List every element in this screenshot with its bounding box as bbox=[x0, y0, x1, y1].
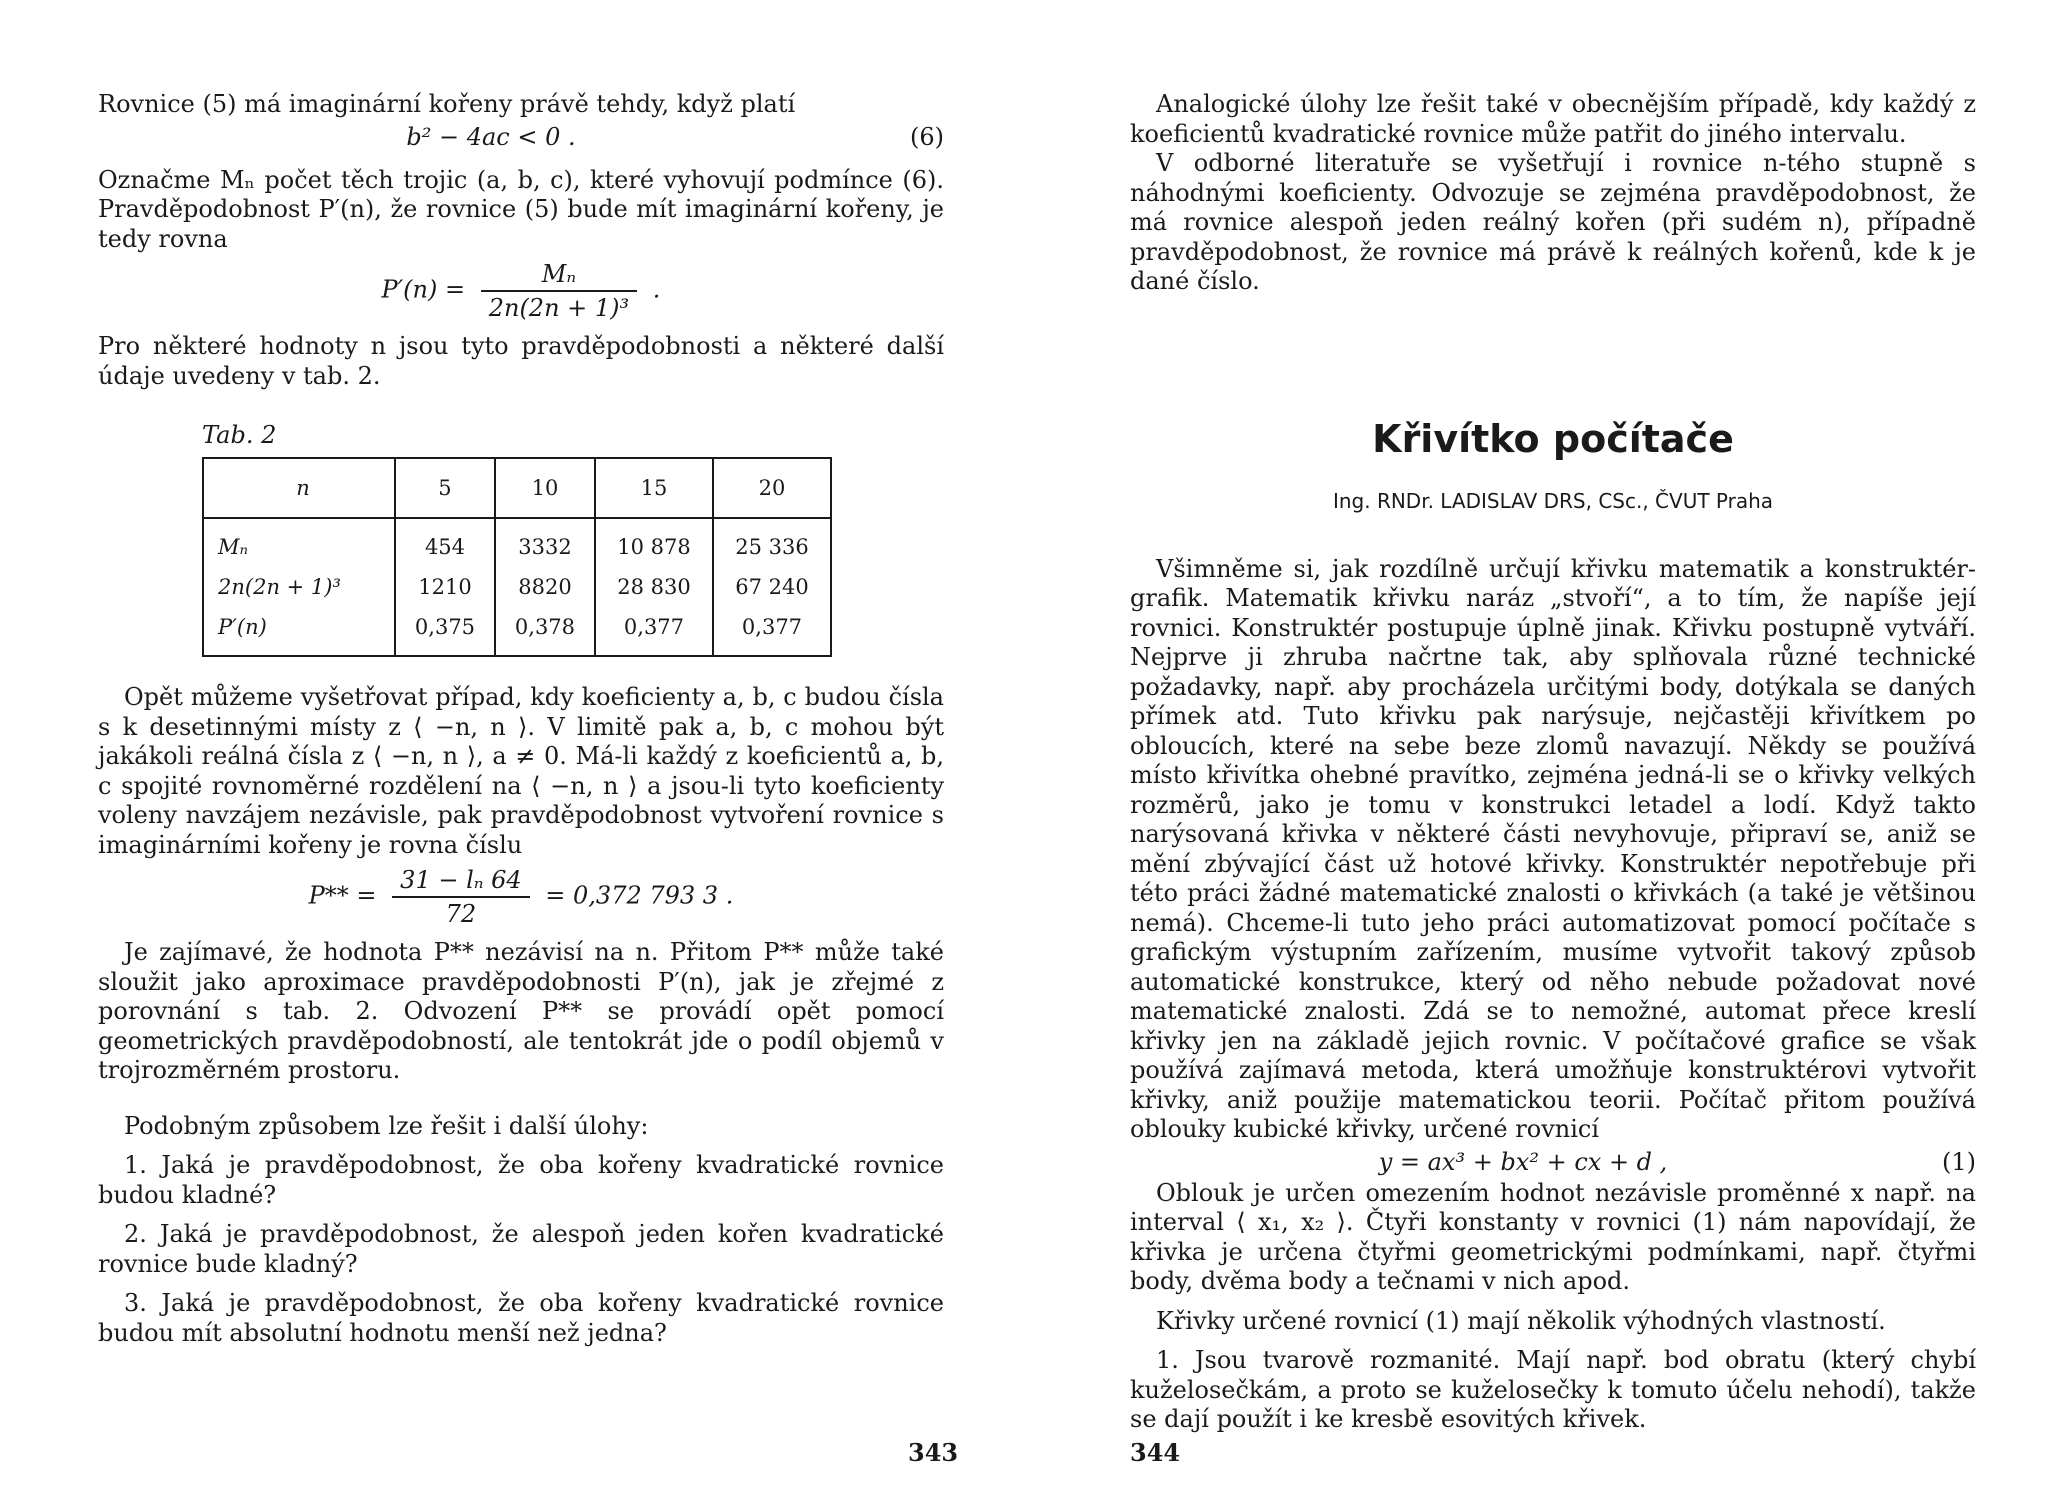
table-header-cell: n bbox=[296, 476, 310, 500]
equation-number: (6) bbox=[910, 122, 944, 151]
fraction-denominator: 72 bbox=[445, 900, 477, 928]
formula-lhs: P** = bbox=[308, 881, 377, 910]
equation-6 bbox=[98, 120, 944, 154]
right-page bbox=[1030, 0, 2060, 1500]
table-cell: 0,378 bbox=[495, 607, 595, 656]
paragraph: 1. Jsou tvarově rozmanité. Mají např. bod obratu (který chybí kuželosečkám, a proto se kuželosečky k tomuto účelu nehodí), takže se dají použít i ke kresbě esovitých křivek. bbox=[1130, 1346, 1976, 1433]
list-item: 3. Jaká je pravděpodobnost, že oba kořeny kvadratické rovnice budou mít absolutní hodnotu menší než jedna? bbox=[98, 1289, 944, 1347]
formula-p-prime bbox=[98, 260, 944, 322]
paragraph: Analogické úlohy lze řešit také v obecnějším případě, kdy každý z koeficientů kvadratické rovnice může patřit do jiného intervalu. bbox=[1130, 90, 1976, 148]
paragraph: Rovnice (5) má imaginární kořeny právě tehdy, když platí bbox=[98, 90, 796, 118]
paragraph: Křivky určené rovnicí (1) mají několik výhodných vlastností. bbox=[1156, 1306, 1886, 1335]
list-item: 2. Jaká je pravděpodobnost, že alespoň jeden kořen kvadratické rovnice bude kladný? bbox=[98, 1220, 944, 1278]
formula-rhs: = 0,372 793 3 . bbox=[545, 881, 734, 910]
table-cell: 454 bbox=[395, 518, 495, 567]
equation-text: y = ax³ + bx² + cx + d , bbox=[1378, 1147, 1668, 1176]
paragraph: Podobným způsobem lze řešit i další úlohy: bbox=[124, 1111, 649, 1140]
table-cell: 2n(2n + 1)³ bbox=[218, 575, 341, 599]
table-header-cell: 5 bbox=[395, 458, 495, 518]
table-header-cell: 20 bbox=[713, 458, 831, 518]
page-number: 344 bbox=[1130, 1438, 1181, 1467]
fraction-denominator: 2n(2n + 1)³ bbox=[488, 294, 630, 322]
article-title: Křivítko počítače bbox=[1372, 416, 1734, 461]
table-header-row bbox=[203, 458, 831, 518]
table-cell: 0,377 bbox=[713, 607, 831, 656]
table-cell: 28 830 bbox=[595, 567, 713, 607]
table-cell: 10 878 bbox=[595, 518, 713, 567]
table-cell: 8820 bbox=[495, 567, 595, 607]
table-row bbox=[203, 607, 831, 656]
formula-end: . bbox=[652, 275, 661, 304]
formula-lhs: P′(n) = bbox=[381, 275, 466, 304]
table-header-cell: 15 bbox=[595, 458, 713, 518]
table-row bbox=[203, 518, 831, 567]
paragraph: V odborné literatuře se vyšetřují i rovnice n-tého stupně s náhodnými koeficienty. Odvozuje se zejména pravděpodobnost, že má rovnice alespoň jeden reálný kořen (při sudém n), případně pravděpodobnost, že rovnice má právě k reálných kořenů, kde k je dané číslo. bbox=[1130, 149, 1976, 295]
table-cell: Mₙ bbox=[203, 518, 395, 567]
paragraph: Opět můžeme vyšetřovat případ, kdy koeficienty a, b, c budou čísla s k desetinnými místy z ⟨ −n, n ⟩. V limitě pak a, b, c mohou být jakákoli reálná čísla z ⟨ −n, n ⟩, a ≠ 0. Má-li každý z koeficientů a, b, c spojité rovnoměrné rozdělení na ⟨ −n, n ⟩ a jsou-li tyto koeficienty voleny navzájem nezávisle, pak pravděpodobnost vytvoření rovnice s imaginárními kořeny je rovna číslu bbox=[98, 683, 944, 859]
list-item: 1. Jaká je pravděpodobnost, že oba kořeny kvadratické rovnice budou kladné? bbox=[98, 1151, 944, 1209]
page-number: 343 bbox=[908, 1438, 959, 1467]
article-author: Ing. RNDr. LADISLAV DRS, CSc., ČVUT Praha bbox=[1332, 488, 1774, 513]
table-header-cell: 10 bbox=[495, 458, 595, 518]
equation-number: (1) bbox=[1942, 1147, 1976, 1176]
table-caption: Tab. 2 bbox=[202, 421, 277, 449]
left-text-column bbox=[98, 90, 944, 1348]
paragraph: Pro některé hodnoty n jsou tyto pravděpodobnosti a některé další údaje uvedeny v tab. 2. bbox=[98, 332, 944, 390]
formula-p-double-star bbox=[98, 866, 944, 928]
equation-text: b² − 4ac < 0 . bbox=[406, 122, 576, 151]
right-text-column bbox=[1130, 90, 1976, 1435]
fraction-numerator: Mₙ bbox=[481, 260, 637, 292]
paragraph: Je zajímavé, že hodnota P** nezávisí na n. Přitom P** může také sloužit jako aproximace pravděpodobnosti P′(n), jak je zřejmé z porovnání s tab. 2. Odvození P** se provádí opět pomocí geometrických pravděpodobností, ale tentokrát jde o podíl objemů v trojrozměrném prostoru. bbox=[98, 938, 944, 1084]
table-cell: 67 240 bbox=[713, 567, 831, 607]
equation-1 bbox=[1130, 1145, 1976, 1179]
fraction bbox=[481, 260, 637, 322]
paragraph: Oblouk je určen omezením hodnot nezávisle proměnné x např. na interval ⟨ x₁, x₂ ⟩. Čtyři konstanty v rovnici (1) nám napovídají, že křivka je určena čtyřmi geometrickými podmínkami, např. čtyřmi body, dvěma body a tečnami v nich apod. bbox=[1130, 1178, 1976, 1295]
table-cell: 0,375 bbox=[395, 607, 495, 656]
paragraph: Označme Mₙ počet těch trojic (a, b, c), které vyhovují podmínce (6). Pravděpodobnost P′(n), že rovnice (5) bude mít imaginární kořeny, je tedy rovna bbox=[98, 165, 944, 253]
paragraph: Všimněme si, jak rozdílně určují křivku matematik a konstruktér-grafik. Matematik křivku naráz „stvoří“, a to tím, že napíše její rovnici. Konstruktér postupuje úplně jinak. Křivku postupně vytváří. Nejprve ji zhruba načrtne tak, aby splňovala různé technické požadavky, např. aby procházela určitými body, dotýkala se daných přímek atd. Tuto křivku pak narýsuje, nejčastěji křivítkem po obloucích, které na sebe beze zlomů navazují. Někdy se používá místo křivítka ohebné pravítko, zejména jedná-li se o křivky velkých rozměrů, jako je tomu v konstrukci letadel a lodí. Když takto narýsovaná křivka v některé části nevyhovuje, připraví se, aniž se mění zbývající část už hotové křivky. Konstruktér nepotřebuje při této práci žádné matematické znalosti o křivkách (a také je většinou nemá). Chceme-li tuto jeho práci automatizovat pomocí počítače s grafickým výstupním zařízením, musíme vytvořit takový způsob automatické konstrukce, který od něho nebude požadovat nové matematické znalosti. Zdá se to nemožné, automat přece kreslí křivky jen na základě jejich rovnic. V počítačové grafice se však používá zajímavá metoda, která umožňuje konstruktérovi vytvořit křivky, aniž použije matematickou teorii. Počítač přitom používá oblouky kubické křivky, určené rovnicí bbox=[1130, 554, 1976, 1143]
fraction-numerator: 31 − lₙ 64 bbox=[392, 866, 529, 898]
table-row bbox=[203, 567, 831, 607]
table-cell: P′(n) bbox=[218, 615, 267, 639]
fraction bbox=[392, 866, 529, 928]
table-cell: 0,377 bbox=[595, 607, 713, 656]
table-cell: 25 336 bbox=[713, 518, 831, 567]
probability-table bbox=[202, 457, 832, 657]
table-cell: 1210 bbox=[395, 567, 495, 607]
table-cell: 3332 bbox=[495, 518, 595, 567]
